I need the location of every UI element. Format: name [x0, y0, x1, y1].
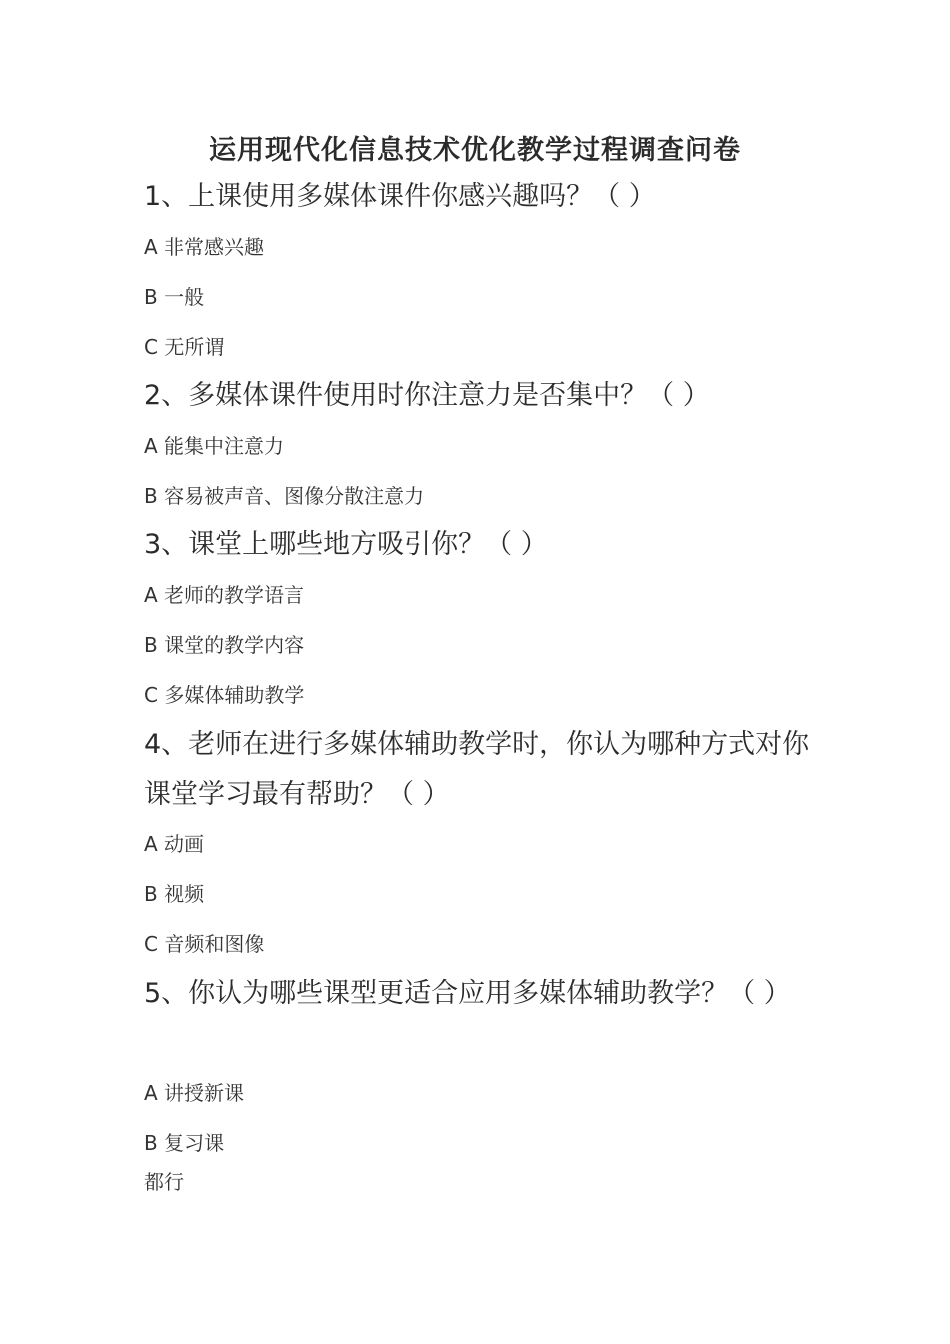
question-4-option-a: A 动画	[144, 832, 205, 856]
question-3: 3、课堂上哪些地方吸引你？（ ）	[144, 529, 548, 560]
question-4-option-b: B 视频	[144, 882, 205, 906]
question-1-option-b: B 一般	[144, 285, 205, 309]
question-1-option-a: A 非常感兴趣	[144, 235, 265, 259]
question-5: 5、你认为哪些课型更适合应用多媒体辅助教学？（ ）	[144, 978, 791, 1009]
question-4-option-c: C 音频和图像	[144, 932, 265, 956]
trailing-text: 都行	[144, 1170, 184, 1194]
question-5-option-a: A 讲授新课	[144, 1081, 245, 1105]
question-4: 4、老师在进行多媒体辅助教学时，你认为哪种方式对你课堂学习最有帮助？（ ）	[144, 729, 810, 810]
question-3-option-c: C 多媒体辅助教学	[144, 683, 305, 707]
question-1: 1、上课使用多媒体课件你感兴趣吗？（ ）	[144, 181, 656, 212]
question-3-option-b: B 课堂的教学内容	[144, 633, 305, 657]
question-3-option-a: A 老师的教学语言	[144, 583, 305, 607]
question-2: 2、多媒体课件使用时你注意力是否集中？（ ）	[144, 380, 710, 411]
question-1-option-c: C 无所谓	[144, 335, 225, 359]
question-2-option-a: A 能集中注意力	[144, 434, 285, 458]
page-title: 运用现代化信息技术优化教学过程调查问卷	[209, 135, 741, 166]
question-2-option-b: B 容易被声音、图像分散注意力	[144, 484, 425, 508]
question-5-option-b: B 复习课	[144, 1131, 225, 1155]
